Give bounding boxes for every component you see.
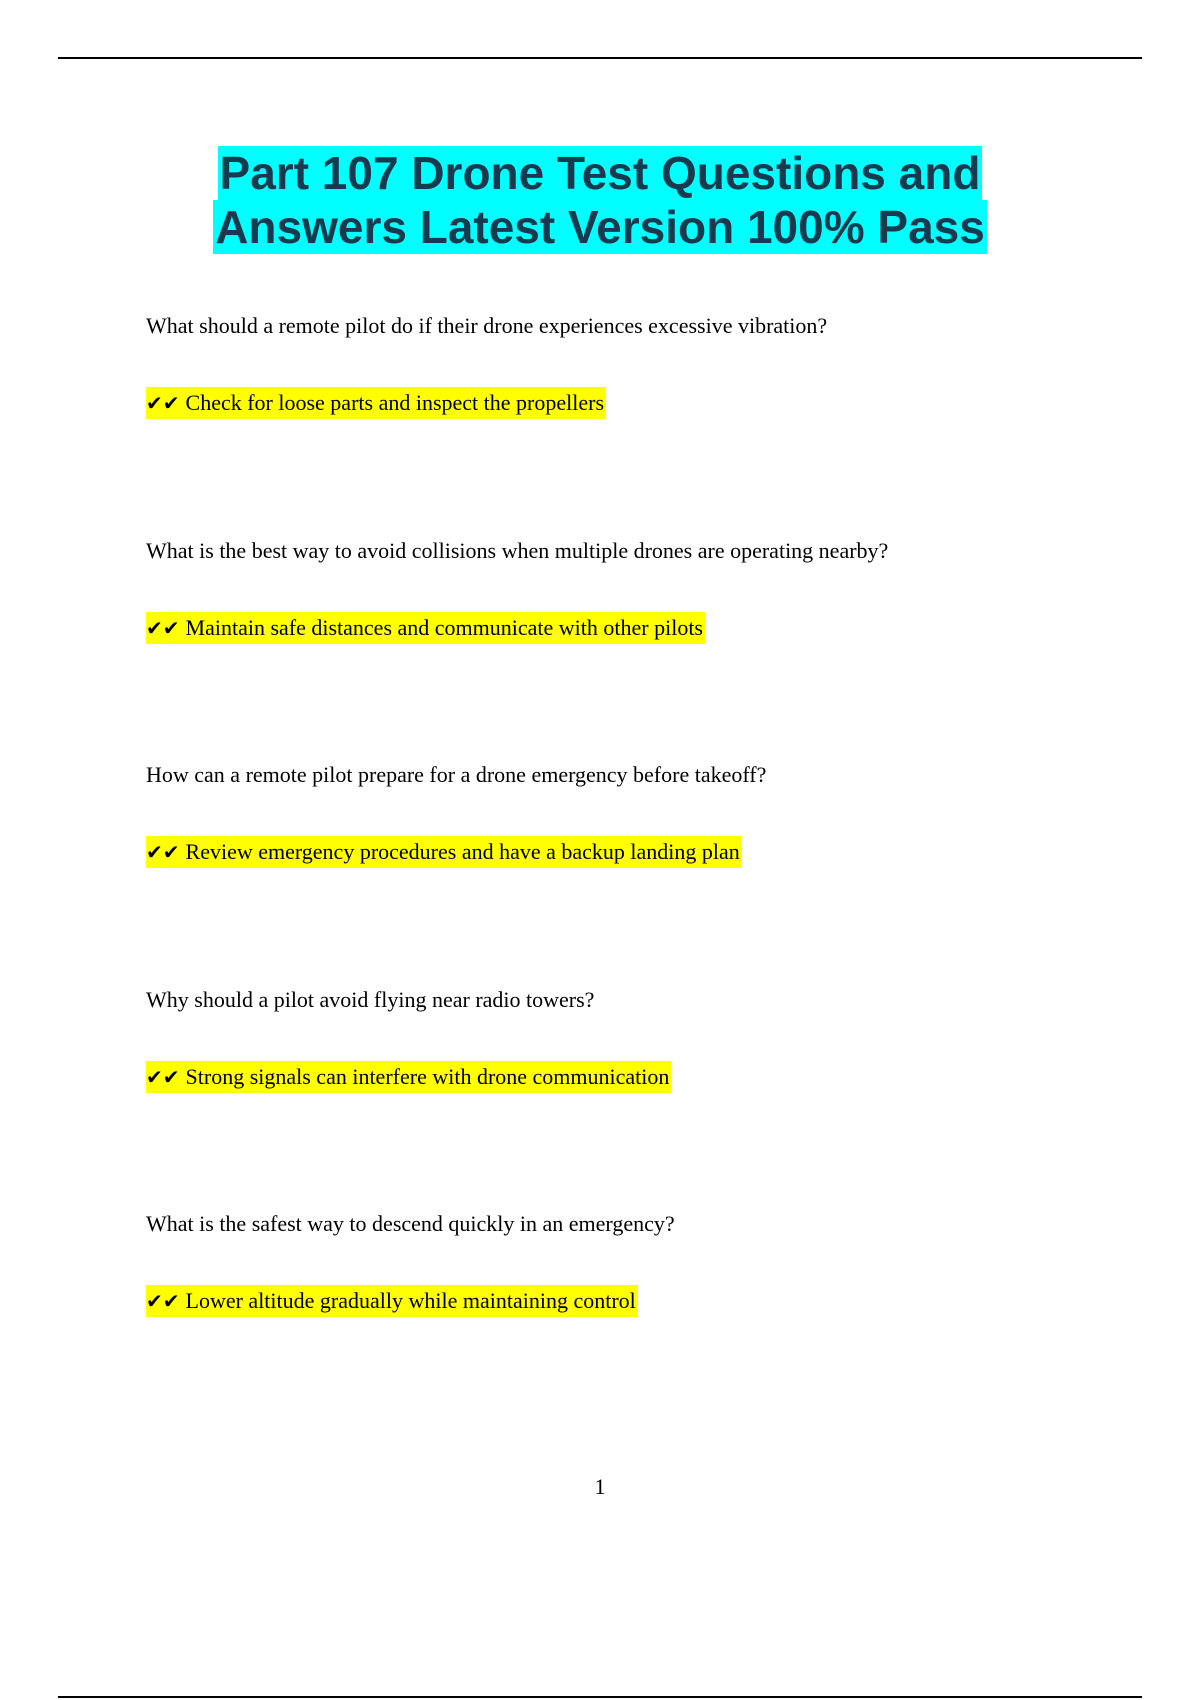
double-check-icon: ✔✔ <box>146 1065 180 1089</box>
double-check-icon: ✔✔ <box>146 1289 180 1313</box>
double-check-icon: ✔✔ <box>146 391 180 415</box>
answer-text: Review emergency procedures and have a backup landing plan <box>185 839 740 864</box>
qa-item-4 <box>146 985 1126 1089</box>
question-text: How can a remote pilot prepare for a drone emergency before takeoff? <box>146 762 767 787</box>
qa-item-3 <box>146 760 1126 864</box>
document-title <box>0 146 1200 254</box>
qa-item-5 <box>146 1209 1126 1313</box>
question-text: What is the safest way to descend quickly in an emergency? <box>146 1211 675 1236</box>
double-check-icon: ✔✔ <box>146 840 180 864</box>
answer-highlight <box>146 836 742 868</box>
question-text: What should a remote pilot do if their drone experiences excessive vibration? <box>146 313 828 338</box>
answer-text: Lower altitude gradually while maintaining control <box>185 1288 636 1313</box>
qa-item-1 <box>146 311 1126 415</box>
page-number: 1 <box>594 1474 606 1499</box>
answer-highlight <box>146 1285 638 1317</box>
answer-highlight <box>146 387 606 419</box>
question-text: Why should a pilot avoid flying near radio towers? <box>146 987 595 1012</box>
title-line-2: Answers Latest Version 100% Pass <box>215 201 985 253</box>
answer-highlight <box>146 612 705 644</box>
footer-rule <box>58 1696 1142 1698</box>
title-line-1: Part 107 Drone Test Questions and <box>219 147 981 199</box>
answer-text: Maintain safe distances and communicate with other pilots <box>185 615 703 640</box>
header-rule <box>58 57 1142 59</box>
question-text: What is the best way to avoid collisions when multiple drones are operating nearby? <box>146 538 889 563</box>
answer-highlight <box>146 1061 671 1093</box>
answer-text: Strong signals can interfere with drone communication <box>185 1064 670 1089</box>
qa-item-2 <box>146 536 1126 640</box>
answer-text: Check for loose parts and inspect the propellers <box>185 390 604 415</box>
double-check-icon: ✔✔ <box>146 616 180 640</box>
